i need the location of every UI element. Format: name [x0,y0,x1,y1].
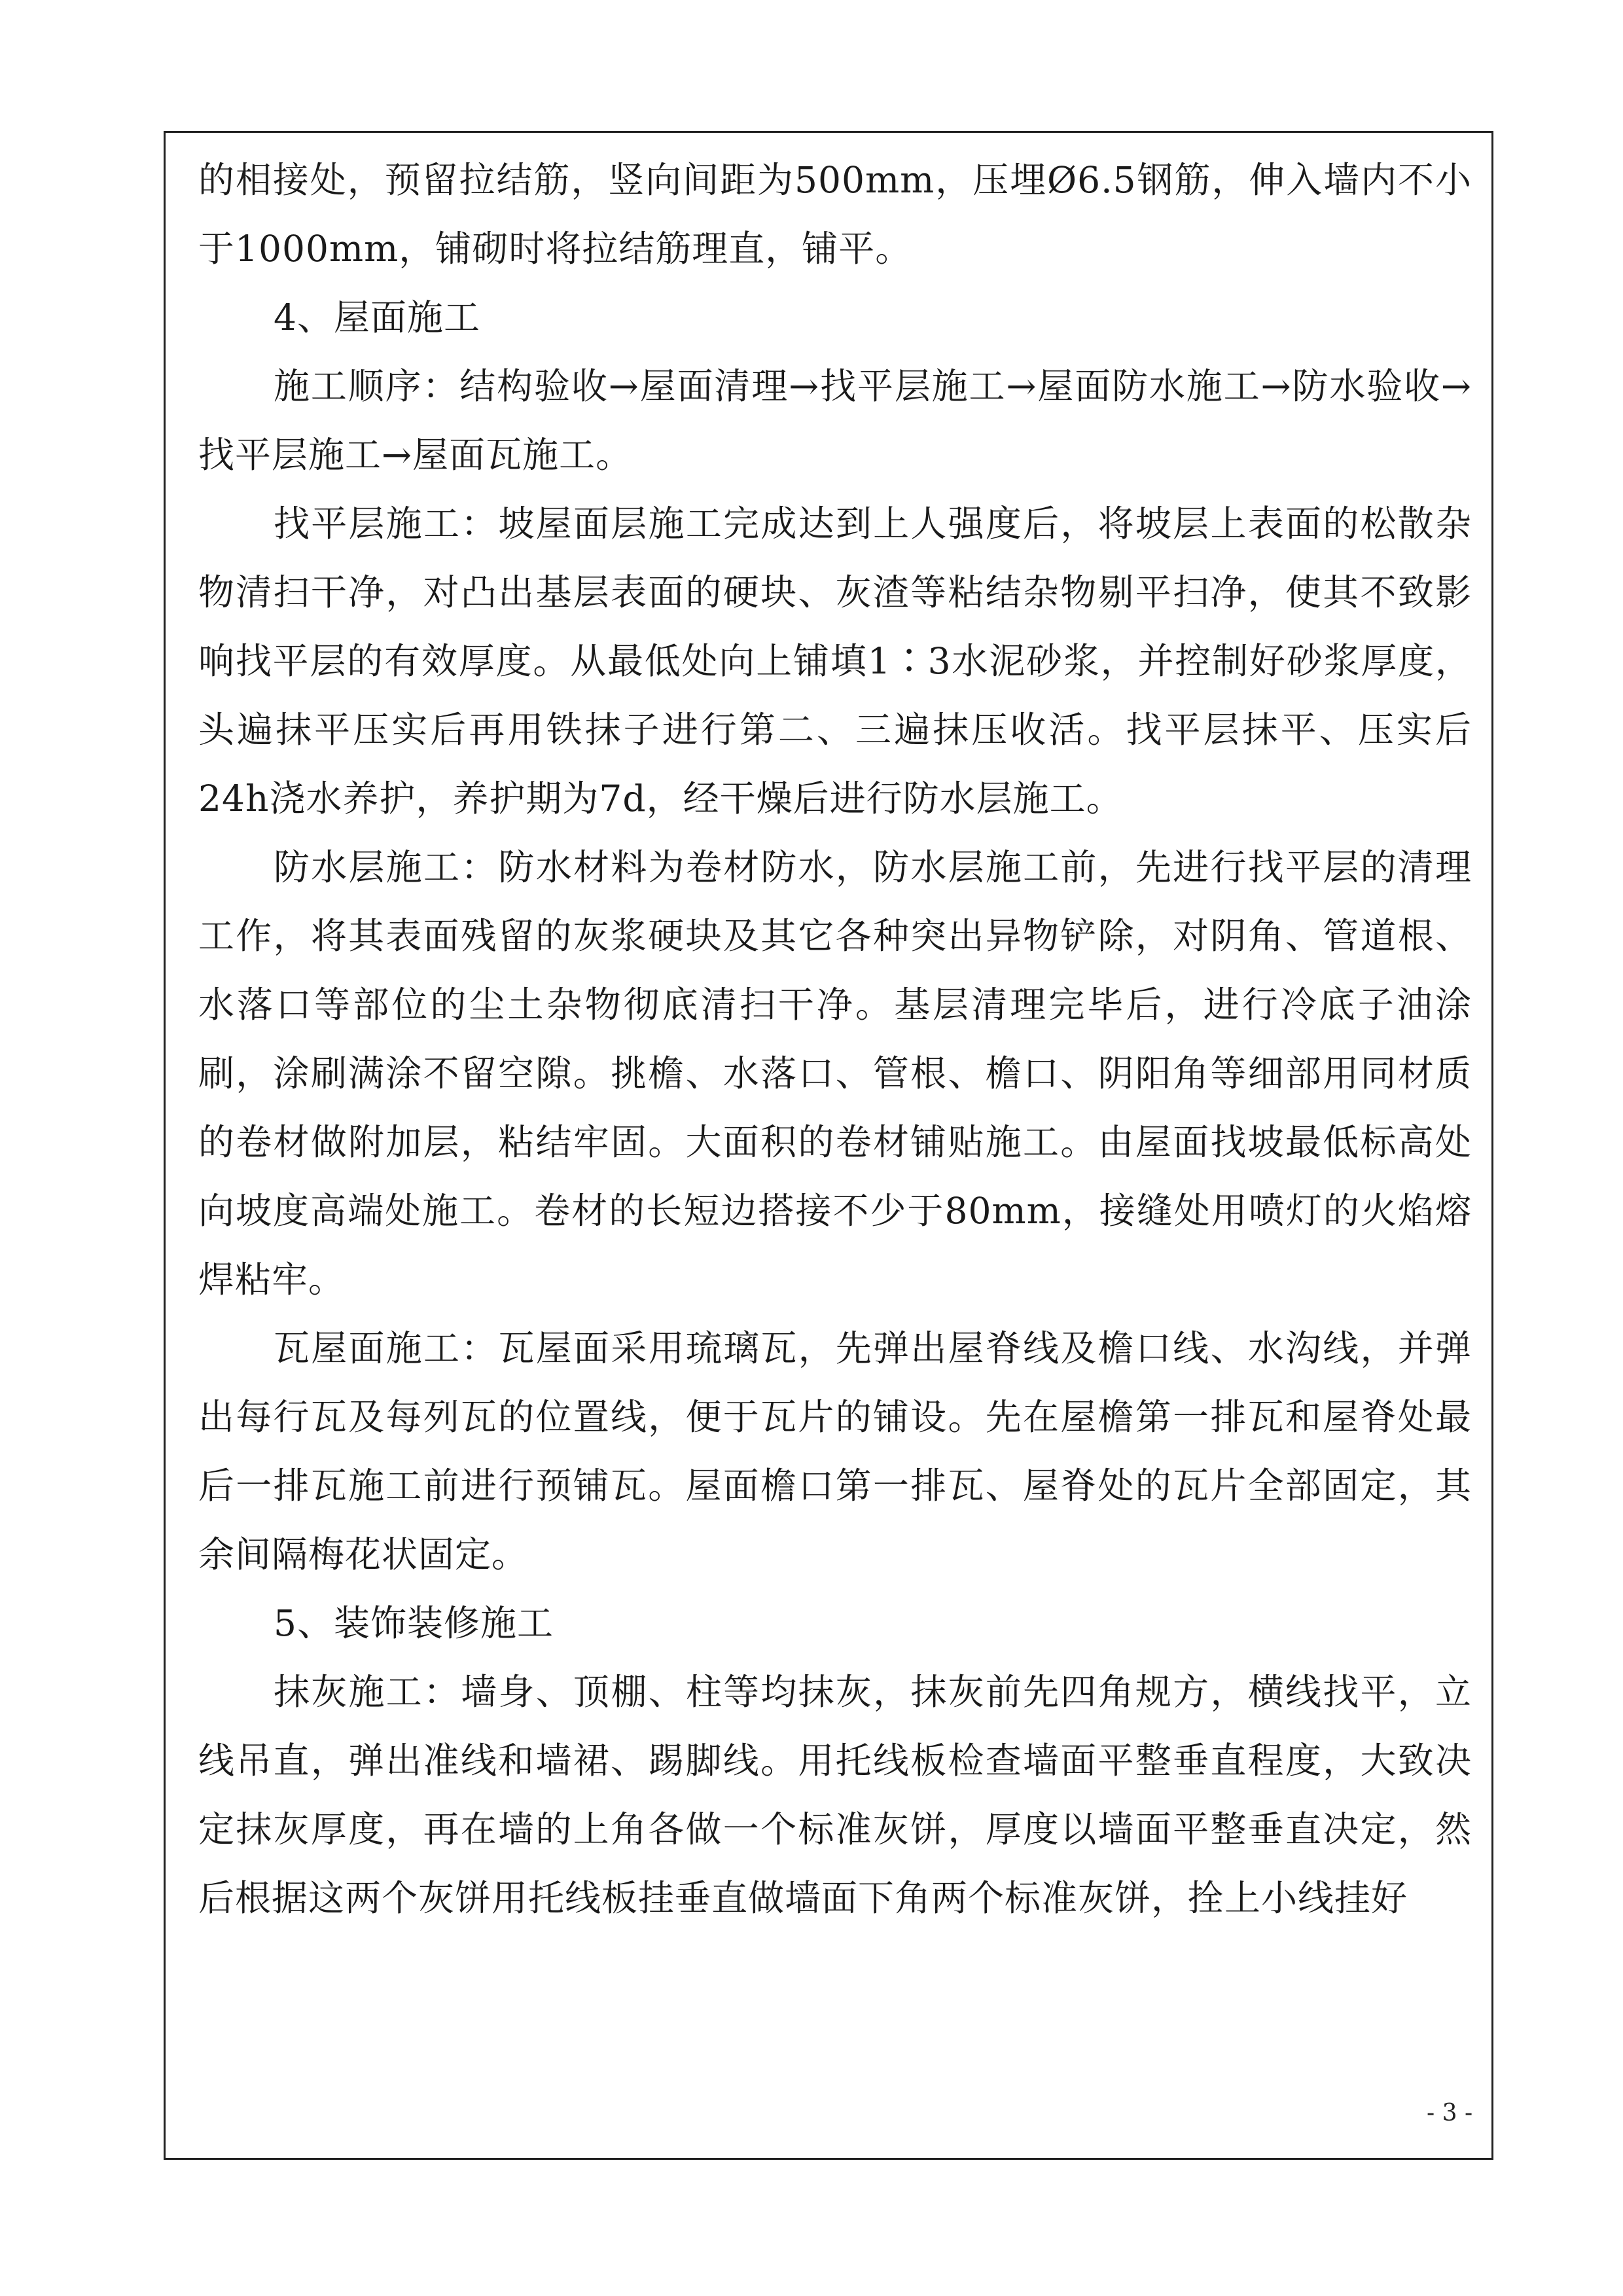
paragraph-lintel-reinforcement: 的相接处，预留拉结筋，竖向间距为500mm，压埋Ø6.5钢筋，伸入墙内不小于1000mm，铺砌时将拉结筋理直，铺平。 [198,159,1472,270]
section-heading-decoration: 5、装饰装修施工 [274,1602,554,1644]
content-frame [164,131,1493,2160]
page-number: - 3 - [1427,2100,1473,2126]
paragraph-leveling-layer: 找平层施工：坡屋面层施工完成达到上人强度后，将坡层上表面的松散杂物清扫干净，对凸出基层表面的硬块、灰渣等粘结杂物剔平扫净，使其不致影响找平层的有效厚度。从最低处向上铺填1∶3水泥砂浆，并控制好砂浆厚度，头遍抹平压实后再用铁抹子进行第二、三遍抹压收活。找平层抹平、压实后24h浇水养护，养护期为7d，经干燥后进行防水层施工。 [198,503,1472,819]
section-heading-roof: 4、屋面施工 [274,296,480,338]
paragraph-construction-sequence: 施工顺序：结构验收→屋面清理→找平层施工→屋面防水施工→防水验收→找平层施工→屋面瓦施工。 [198,365,1472,476]
paragraph-plastering: 抹灰施工：墙身、顶棚、柱等均抹灰，抹灰前先四角规方，横线找平，立线吊直，弹出准线和墙裙、踢脚线。用托线板检查墙面平整垂直程度，大致决定抹灰厚度，再在墙的上角各做一个标准灰饼，厚度以墙面平整垂直决定，然后根据这两个灰饼用托线板挂垂直做墙面下角两个标准灰饼，拴上小线挂好 [198,1671,1472,1919]
paragraph-tile-roof: 瓦屋面施工：瓦屋面采用琉璃瓦，先弹出屋脊线及檐口线、水沟线，并弹出每行瓦及每列瓦的位置线，便于瓦片的铺设。先在屋檐第一排瓦和屋脊处最后一排瓦施工前进行预铺瓦。屋面檐口第一排瓦、屋脊处的瓦片全部固定，其余间隔梅花状固定。 [198,1327,1472,1575]
paragraph-waterproof-layer: 防水层施工：防水材料为卷材防水，防水层施工前，先进行找平层的清理工作，将其表面残留的灰浆硬块及其它各种突出异物铲除，对阴角、管道根、水落口等部位的尘土杂物彻底清扫干净。基层清理完毕后，进行冷底子油涂刷，涂刷满涂不留空隙。挑檐、水落口、管根、檐口、阴阳角等细部用同材质的卷材做附加层，粘结牢固。大面积的卷材铺贴施工。由屋面找坡最低标高处向坡度高端处施工。卷材的长短边搭接不少于80mm，接缝处用喷灯的火焰熔焊粘牢。 [198,846,1472,1300]
